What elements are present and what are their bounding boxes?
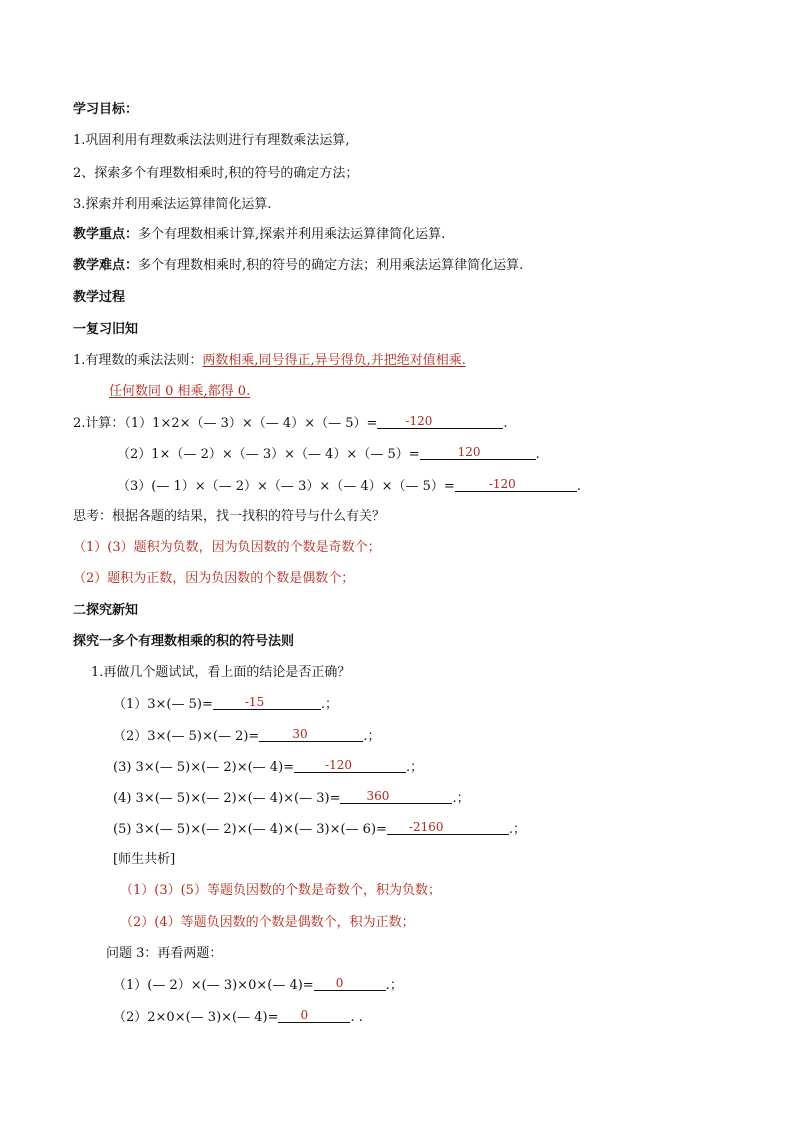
explore-heading: 二探究新知 (73, 603, 139, 618)
practice-end: .； (363, 729, 381, 744)
zero-end: .； (385, 978, 403, 993)
practice-text: (3) 3×(— 5)×(— 2)×(— 4)= (113, 760, 295, 775)
practice-item (113, 789, 470, 808)
review-heading: 一复习旧知 (73, 322, 139, 337)
answer-blank (213, 695, 321, 710)
rule-zero: 任何数同 0 相乘,都得 0. (109, 384, 251, 399)
answer-blank (314, 976, 386, 991)
goal-item: 1.巩固利用有理数乘法法则进行有理数乘法运算, (73, 133, 350, 148)
zero-text: （1）(— 2）×(— 3)×0×(— 4)= (113, 978, 314, 993)
answer-value: -120 (325, 758, 352, 772)
teaching-key-points (73, 226, 445, 244)
calc-question (117, 477, 581, 496)
answer-value: -120 (488, 477, 516, 491)
zero-item (113, 976, 403, 995)
answer-blank (259, 727, 363, 742)
practice-text: (4) 3×(— 5)×(— 2)×(— 4)×(— 3)= (113, 791, 341, 806)
answer-blank (278, 1008, 350, 1023)
answer-blank (455, 477, 577, 492)
calc-end: . (503, 416, 508, 431)
practice-item (113, 758, 423, 777)
practice-text: (5) 3×(— 5)×(— 2)×(— 4)×(— 3)×(— 6)= (113, 822, 387, 837)
answer-value: -15 (244, 695, 265, 709)
key-label: 教学重点： (73, 227, 139, 242)
difficulty-label: 教学难点： (73, 258, 139, 273)
calc-text: （3）(— 1）×（— 2）×（— 3）×（— 4）×（— 5）= (117, 479, 455, 494)
rule-label: 1.有理数的乘法法则： (73, 353, 203, 368)
difficulty-text: 多个有理数相乘时,积的符号的确定方法；利用乘法运算律简化运算. (138, 258, 524, 273)
problem-3: 问题 3：再看两题： (106, 946, 223, 961)
answer-blank (420, 445, 536, 460)
analysis-label: [师生共析] (113, 852, 176, 867)
answer-value: 30 (292, 727, 308, 741)
practice-text: （1）3×(— 5)= (113, 697, 213, 712)
practice-item (113, 820, 526, 839)
teaching-difficulties (73, 257, 523, 275)
zero-end: . . (350, 1010, 363, 1025)
answer-value: 0 (300, 1008, 309, 1022)
practice-text: （2）3×(— 5)×(— 2)= (113, 729, 260, 744)
analysis-item: （2）(4）等题负因数的个数是偶数个，积为正数； (120, 915, 415, 930)
teaching-process-heading: 教学过程 (73, 290, 126, 305)
calc-end: . (535, 447, 540, 462)
learning-goals-title: 学习目标： (73, 102, 139, 117)
answer-value: -2160 (408, 820, 444, 834)
answer-blank (340, 789, 452, 804)
zero-item (113, 1008, 363, 1027)
answer-value: -120 (405, 414, 433, 428)
practice-item (113, 695, 338, 714)
answer-value: 360 (366, 789, 390, 803)
think-answer: （2）题积为正数，因为负因数的个数是偶数个； (73, 571, 355, 586)
answer-value: 120 (457, 445, 481, 459)
calc-text: 2.计算：（1）1×2×（— 3）×（— 4）×（— 5）= (73, 416, 378, 431)
answer-blank (387, 820, 509, 835)
calc-question (73, 414, 508, 433)
try-intro: 1.再做几个题试试，看上面的结论是否正确？ (91, 665, 351, 680)
calc-text: （2）1×（— 2）×（— 3）×（— 4）×（— 5）= (117, 447, 420, 462)
think-question: 思考：根据各题的结果，找一找积的符号与什么有关？ (73, 509, 386, 524)
practice-item (113, 727, 380, 746)
practice-end: .； (320, 697, 339, 712)
multiplication-rule (73, 352, 466, 370)
think-answer: （1）(3）题积为负数，因为负因数的个数是奇数个； (73, 540, 381, 555)
calc-end: . (576, 479, 581, 494)
analysis-item: （1）(3）(5）等题负因数的个数是奇数个，积为负数； (120, 883, 441, 898)
rule-text: 两数相乘,同号得正,异号得负,并把绝对值相乘. (202, 353, 466, 368)
explore1-heading: 探究一多个有理数相乘的积的符号法则 (73, 634, 295, 649)
calc-question (117, 445, 540, 464)
practice-end: .； (508, 822, 527, 837)
answer-value: 0 (335, 976, 344, 990)
goal-item: 3.探索并利用乘法运算律简化运算. (73, 197, 272, 212)
key-text: 多个有理数相乘计算,探索并利用乘法运算律简化运算. (138, 227, 446, 242)
answer-blank (294, 758, 406, 773)
practice-end: .； (406, 760, 424, 775)
zero-text: （2）2×0×(— 3)×(— 4)= (113, 1010, 279, 1025)
practice-end: .； (452, 791, 470, 806)
answer-blank (377, 414, 503, 429)
goal-item: 2、探索多个有理数相乘时,积的符号的确定方法； (73, 166, 359, 181)
